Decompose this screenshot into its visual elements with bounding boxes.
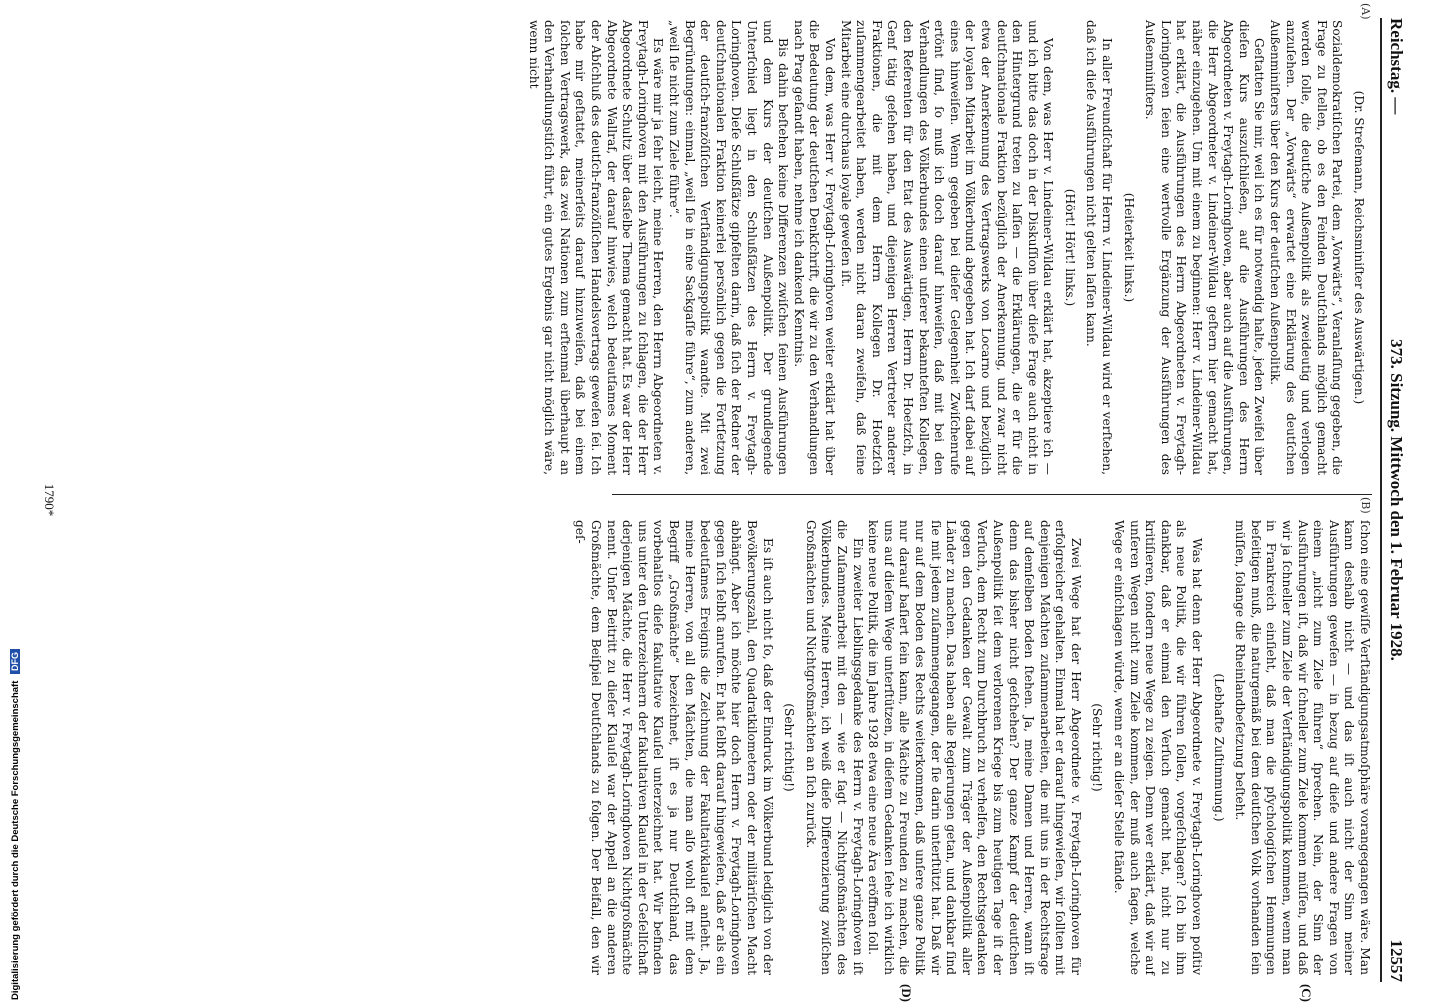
header-page-number: 12557 <box>1387 939 1406 982</box>
margin-marker-a: (A) <box>1359 3 1372 20</box>
paragraph: Bis dahin beſtehen keine Differenzen zwiſchen ſeinen Ausführungen und dem Kurs der deutſchen Außenpolitik. Der grundlegende Unterſchied liegt in den Schlußſätzen des Herrn v. Freytagh-Loringhoven. Dieſe Schlußſätze gipfelten darin, daß ſich der Redner der deutſchnationalen Fraktion keinerlei persönlich gegen die Fortſetzung der deutſch-franzöſiſchen Verſtändigungspolitik wandte. Mit zwei Begründungen: einmal, „weil ſie in eine Sackgaſſe führe“, zum anderen, „weil ſie nicht zum Ziele führe“. <box>667 20 791 475</box>
paragraph: In aller Freundſchaft für Herrn v. Lindeiner-Wildau wird er verſtehen, daß ich dieſe Ausführungen nicht gelten laſſen kann. <box>1084 20 1115 475</box>
header-title: 373. Sitzung. Mittwoch den 1. Februar 1928. <box>1387 339 1406 661</box>
margin-marker-b: (B) <box>1359 497 1372 514</box>
speaker-line: (Dr. Streſemann, Reichsminiſter des Auswärtigen.) <box>1352 90 1366 405</box>
paragraph: Von dem, was Herr v. Freytagh-Loringhoven weiter erklärt hat über die Bedeutung der deutſchen Denkſchrift, die wir zu den Verhandlungen nach Prag geſandt haben, nehme ich dankend Kenntnis. <box>791 20 837 475</box>
interjection: (Lebhafte Zuſtimmung.) <box>1211 673 1226 822</box>
margin-marker-c: (C) <box>1299 983 1314 1002</box>
paragraph: Ein zweiter Lieblingsgedanke des Herrn v. Freytagh-Loringhoven iſt die Zuſammenarbeit mit den — wie er ſagt — Nichtgroßmächten des Völkerbundes. Meine Herren, ich weiß dieſe Differenzierung zwiſchen Großmächten und Nichtgroßmächten an ſich zurück. <box>803 520 865 975</box>
interjection: (Sehr richtig!) <box>782 703 797 792</box>
paragraph: Was hat denn der Herr Abgeordnete v. Freytagh-Loringhoven poſitiv als neue Politik, die wir führen ſollen, vorgeſchlagen? Ich bin ihm dankbar, daß er einmal den Verſuch gemacht hat, nicht nur zu kritiſieren, ſondern neue Wege zu zeigen. Denn wer erklärt, daß wir auf unſeren Wegen nicht zum Ziele kommen, der muß auch ſagen, welche Wege er einſchlagen würde, wenn er an dieſer Stelle ſtände. <box>1112 520 1205 975</box>
margin-marker-d: (D) <box>899 983 914 1002</box>
dfg-logo: DFG <box>10 649 20 674</box>
digitization-credit <box>10 0 24 1000</box>
header-left: Reichstag. — <box>1387 18 1406 115</box>
column-divider <box>612 494 1372 495</box>
paragraph: Sozialdemokratiſchen Partei, dem „Vorwärts“, Veranlaſſung gegeben, die Frage zu ſtellen, ob es den Feinden Deutſchlands möglich gemacht werden ſolle, die deutſche Außenpolitik als zweideutig und verlogen anzuſehen. Der „Vorwärts“ erwartet eine Erklärung des deutſchen Außenminiſters über den Kurs der deutſchen Außenpolitik. <box>1268 20 1345 475</box>
credit-text: Digitalisierung gefördert durch die Deutsche Forschungsgemeinschaft <box>10 680 21 1000</box>
bottom-page-number: 1790* <box>42 483 57 517</box>
interjection: (Hört! Hört! links.) <box>1062 188 1077 307</box>
interjection: (Sehr richtig!) <box>1090 703 1105 792</box>
paragraph: ſchon eine gewiſſe Verſtändigungsatmoſphäre vorangegangen wäre. Man kann deshalb nicht — und das iſt auch nicht der Sinn meiner Ausführungen geweſen — in bezug auf dieſe und andere Fragen von einem „nicht zum Ziele führen“ ſprechen. Nein, der Sinn der Ausführungen iſt, daß wir ſchneller zum Ziele kommen müſſen, und daß wir ja ſchneller zum Ziele der Verſtändigungspolitik kommen, wenn man in Frankreich einſieht, daß man die pſychologiſchen Hemmungen beſeitigen muß, die naturgemäß bei dem deutſchen Volk vorhanden ſein müſſen, ſolange die Rheinlandbeſetzung beſteht. <box>1233 520 1372 975</box>
paragraph: Es wäre mir ja ſehr leicht, meine Herren, den Herrn Abgeordneten v. Freytagh-Loringhoven mit den Ausführungen zu ſchlagen, die der Herr Abgeordnete Schultz über dasſelbe Thema gemacht hat. Es war der Herr Abgeordnete Wallraf, der darauf hinwies, welch bedeutſames Moment der Abſchluß des deutſch-franzöſiſchen Handelsvertrags geweſen ſei. Ich habe mir geſtattet, meinerſeits darauf hinzuweiſen, daß bei einem ſolchen Vertragswerk, das zwei Nationen zum erſtenmal überhaupt an den Verhandlungstiſch führt, ein gutes Ergebnis gar nicht möglich wäre, wenn nicht <box>526 20 666 475</box>
left-column <box>525 20 1372 475</box>
paragraph: Geſtatten Sie mir, weil ich es für notwendig halte, jeden Zweifel über dieſen Kurs auszuſchließen, auf die Ausführungen des Herrn Abgeordneten v. Freytagh-Loringhoven, aber auch auf die Ausführungen, die Herr Abgeordneter v. Lindeiner-Wildau geſtern hier gemacht hat, näher einzugehen. Um mit einem zu beginnen: Herr v. Lindeiner-Wildau hat erklärt, die Ausführungen des Herrn Abgeordneten v. Freytagh-Loringhoven ſeien eine wertvolle Ergänzung der Ausführungen des Außenminiſters. <box>1143 20 1267 475</box>
paragraph: Von dem, was Herr v. Lindeiner-Wildau erklärt hat, akzeptiere ich — und ich bitte das doch in der Diskuſſion über dieſe Frage auch nicht in den Hintergrund treten zu laſſen — die Erklärungen, die er für die deutſchnationale Fraktion bezüglich der Anerkennung, und zwar nicht etwa der Anerkennung des Vertragswerks von Locarno und bezüglich der loyalen Mitarbeit im Völkerbund abgegeben hat. Ich darf dabei auf eines hinweiſen. Wenn gegeben bei dieſer Gelegenheit Zwiſchenrufe ertönt ſind, ſo muß ich doch darauf hinweiſen, daß mit bei den Verhandlungen des Völkerbundes einen unſerer bekannteſten Kollegen, den Referenten für den Etat des Auswärtigen, Herrn Dr. Hoetzſch, in Genf tätig geſehen haben, und diejenigen Herren Vertreter anderer Fraktionen, die mit dem Herrn Kollegen Dr. Hoetzſch zuſammengearbeitet haben, werden nicht daran zweifeln, daß ſeine Mitarbeit eine durchaus loyale geweſen iſt. <box>838 20 1056 475</box>
paragraph: Zwei Wege hat der Herr Abgeordnete v. Freytagh-Loringhoven für erfolgreicher gehalten. Einmal hat er darauf hingewieſen, wir ſollten mit denjenigen Mächten zuſammenarbeiten, die mit uns in der Rechtsfrage auf demſelben Boden ſtehen. Ja, meine Damen und Herren, wann iſt denn das bisher nicht geſchehen? Der ganze Kampf der deutſchen Außenpolitik ſeit dem verlorenen Kriege bis zum heutigen Tage iſt der Verſuch, dem Recht zum Durchbruch zu verhelfen, den Rechtsgedanken gegen den Gedanken der Gewalt zum Träger der Außenpolitik aller Länder zu machen. Das haben alle Regierungen getan, und dankbar ſind ſie mit jedem zuſammengegangen, der ſie darin unterſtützt hat. Daß wir nur auf dem Boden des Rechts weiterkommen, daß unſere ganze Politik nur darauf baſiert ſein kann, alle Mächte zu Freunden zu machen, die uns auf dieſem Wege unterſtützen, in dieſem Gedanken ſehe ich wirklich keine neue Politik, die im Jahre 1928 etwa eine neue Ära eröffnen ſoll. <box>866 520 1083 975</box>
paragraph: Es iſt auch nicht ſo, daß der Eindruck im Völkerbund lediglich von der Bevölkerungszahl, den Quadratkilometern oder der militäriſchen Macht abhängt. Aber ich möchte hier doch Herrn v. Freytagh-Loringhoven gegen ſich ſelbſt anrufen. Er hat ſelbſt darauf hingewieſen, daß er als ein bedeutſames Ereignis die Zeichnung der Fakultativklauſel anſieht. Ja, meine Herren, von all den Mächten, die man alſo wohl oft mit dem Begriff „Großmächte“ bezeichnet, iſt es ja nur Deutſchland, das vorbehaltlos dieſe fakultative Klauſel unterzeichnet hat. Wir befinden uns unter den Unterzeichnern der fakultativen Klauſel in der Geſellſchaft derjenigen Mächte, die Herr v. Freytagh-Loringhoven Nichtgroßmächte nennt. Unſer Beitritt zu dieſer Klauſel war der Appell an die anderen Großmächte, dem Beiſpiel Deutſchlands zu folgen. Der Beifall, den wir geſ- <box>573 520 775 975</box>
page-header <box>1380 18 1406 982</box>
interjection: (Heiterkeit links.) <box>1121 192 1136 303</box>
right-column <box>572 520 1372 975</box>
